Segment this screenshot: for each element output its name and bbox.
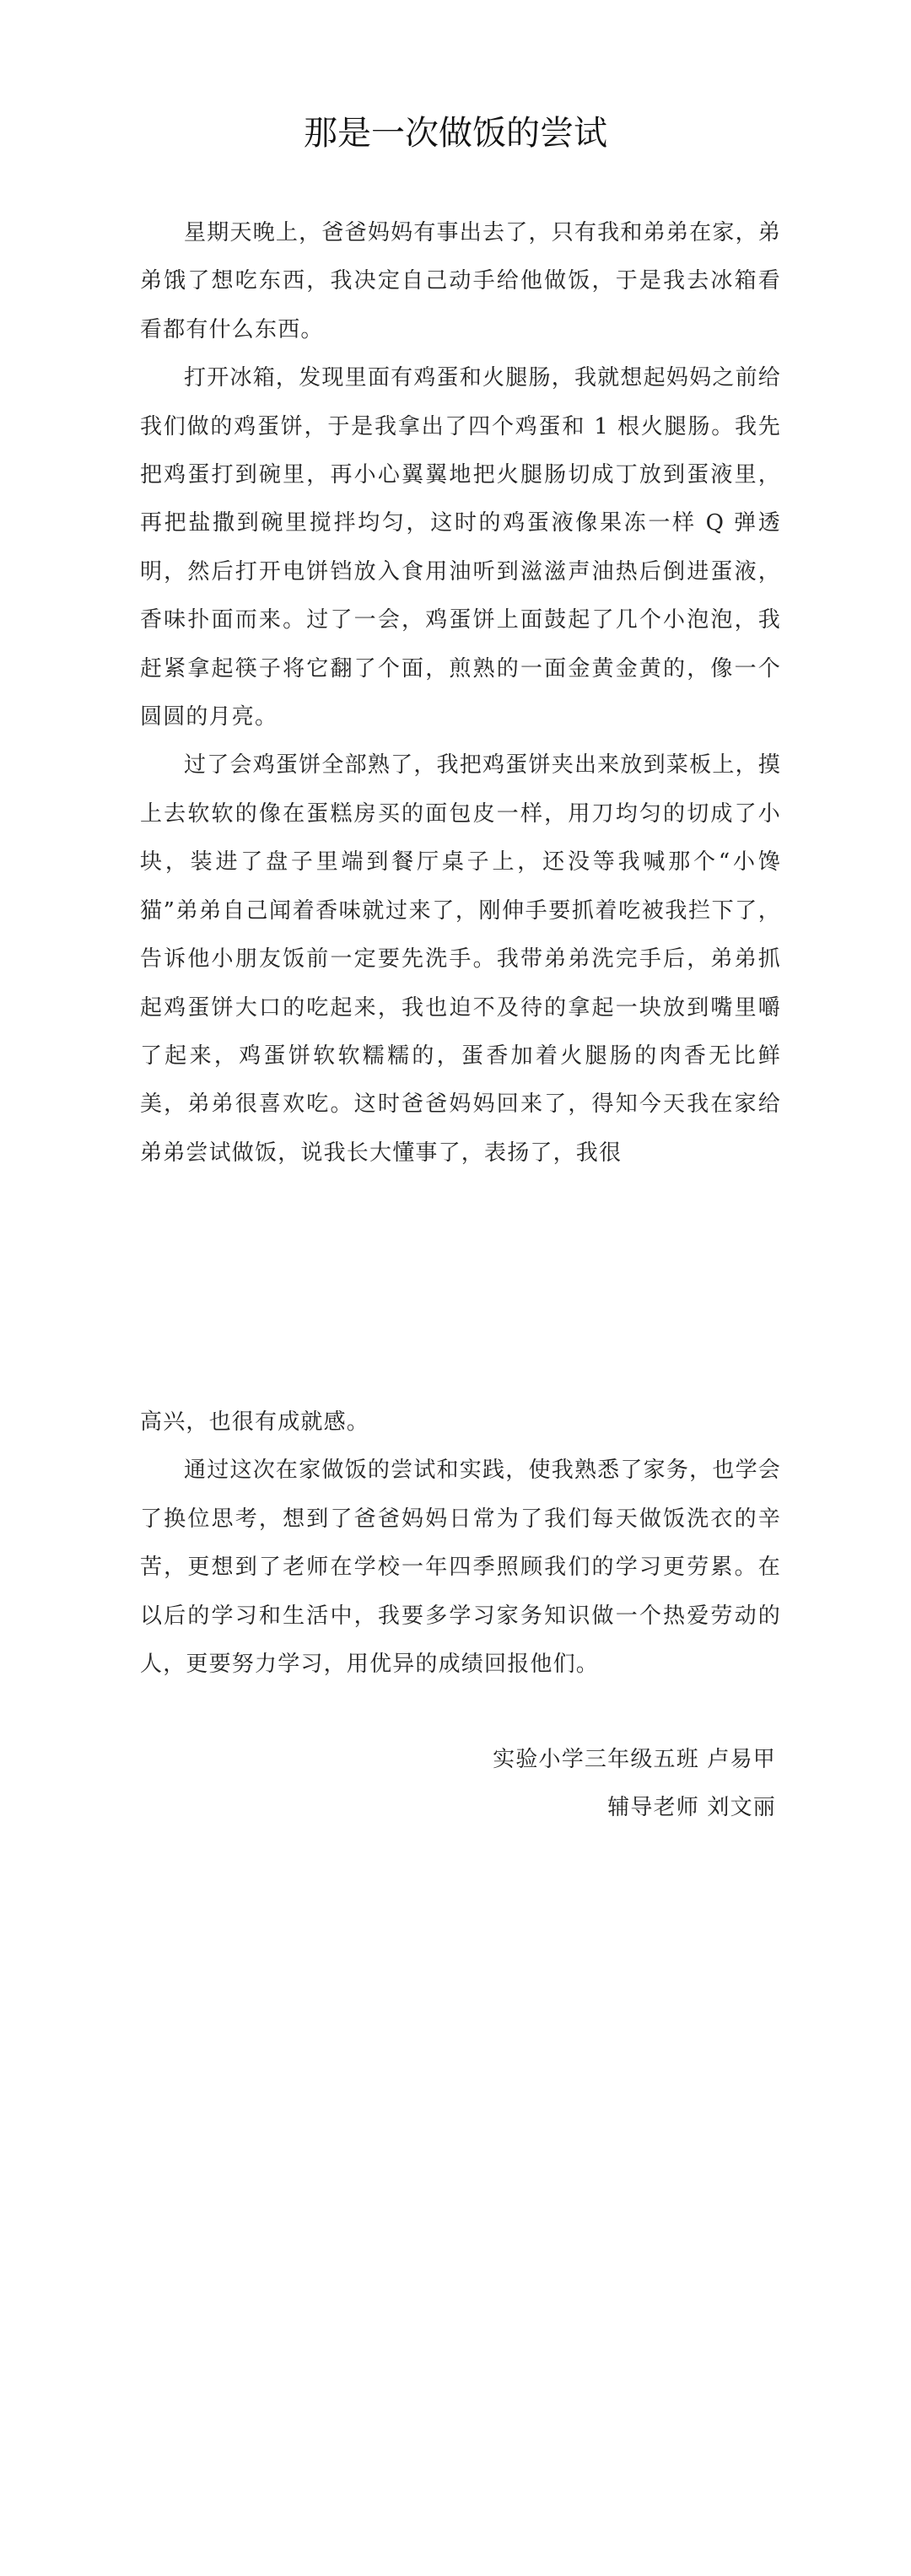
essay-body-bottom [140, 1398, 781, 1689]
page-title: 那是一次做饭的尝试 [304, 114, 607, 153]
essay-body-top [140, 209, 781, 1178]
paragraph-3-continued: 高兴，也很有成就感。 [140, 1409, 370, 1435]
author-signature: 实验小学三年级五班 卢易甲 [493, 1747, 776, 1772]
paragraph-2: 打开冰箱，发现里面有鸡蛋和火腿肠，我就想起妈妈之前给我们做的鸡蛋饼，于是我拿出了四个鸡蛋和 1 根火腿肠。我先把鸡蛋打到碗里，再小心翼翼地把火腿肠切成丁放到蛋液里，再把盐撒到碗里搅拌均匀，这时的鸡蛋液像果冻一样 Q 弹透明，然后打开电饼铛放入食用油听到滋滋声油热后倒进蛋液，香味扑面而来。过了一会，鸡蛋饼上面鼓起了几个小泡泡，我赶紧拿起筷子将它翻了个面，煎熟的一面金黄金黄的，像一个圆圆的月亮。 [140, 365, 781, 730]
paragraph-3: 过了会鸡蛋饼全部熟了，我把鸡蛋饼夹出来放到菜板上，摸上去软软的像在蛋糕房买的面包皮一样，用刀均匀的切成了小块，装进了盘子里端到餐厅桌子上，还没等我喊那个“小馋猫”弟弟自己闻着香味就过来了，刚伸手要抓着吃被我拦下了，告诉他小朋友饭前一定要先洗手。我带弟弟洗完手后，弟弟抓起鸡蛋饼大口的吃起来，我也迫不及待的拿起一块放到嘴里嚼了起来，鸡蛋饼软软糯糯的，蛋香加着火腿肠的肉香无比鲜美，弟弟很喜欢吃。这时爸爸妈妈回来了，得知今天我在家给弟弟尝试做饭，说我长大懂事了，表扬了，我很 [140, 752, 781, 1166]
teacher-signature: 辅导老师 刘文丽 [607, 1795, 776, 1820]
paragraph-4: 通过这次在家做饭的尝试和实践，使我熟悉了家务，也学会了换位思考，想到了爸爸妈妈日常为了我们每天做饭洗衣的辛苦，更想到了老师在学校一年四季照顾我们的学习更劳累。在以后的学习和生活中，我要多学习家务知识做一个热爱劳动的人，更要努力学习，用优异的成绩回报他们。 [140, 1458, 781, 1678]
paragraph-1: 星期天晚上，爸爸妈妈有事出去了，只有我和弟弟在家，弟弟饿了想吃东西，我决定自己动手给他做饭，于是我去冰箱看看都有什么东西。 [140, 220, 781, 342]
